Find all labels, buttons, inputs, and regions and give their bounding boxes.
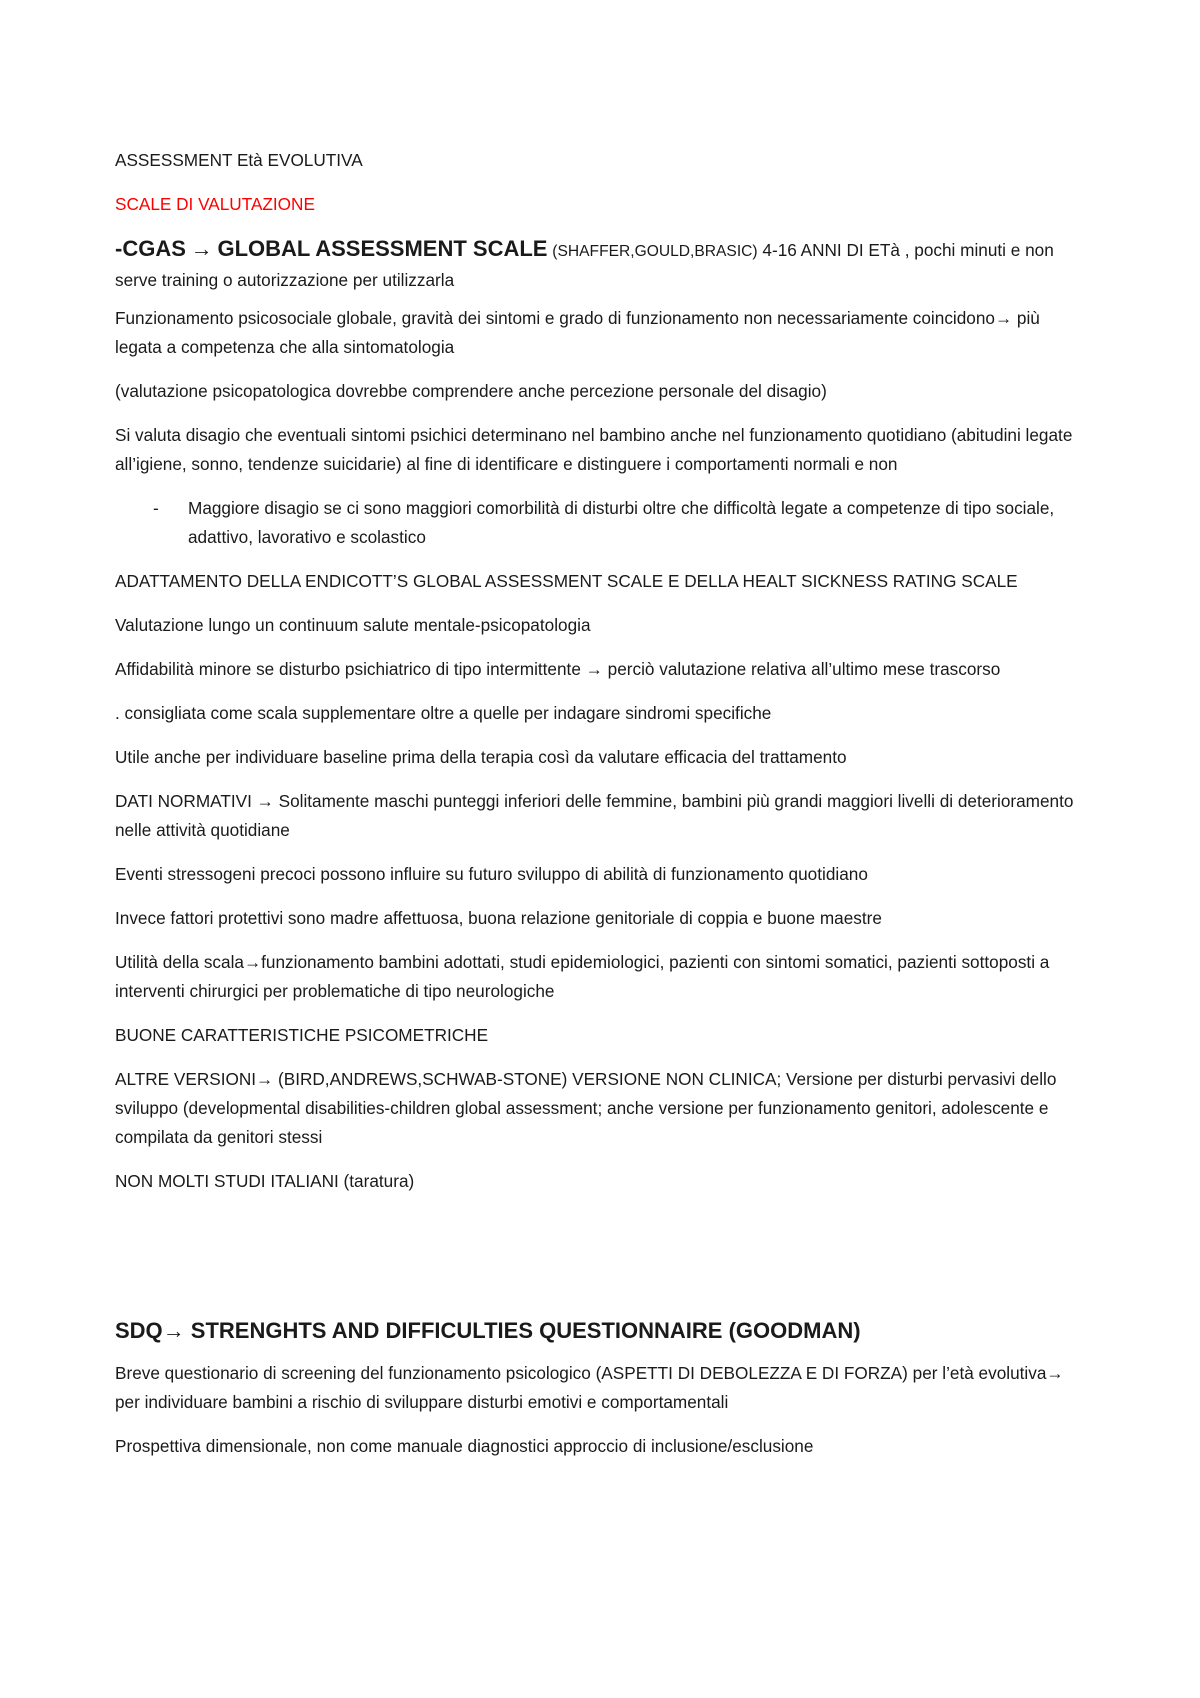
paragraph-utilita xyxy=(115,948,1090,1006)
text-run: più legata a competenza che alla sintomatologia xyxy=(115,308,1040,357)
paragraph-disagio: Si valuta disagio che eventuali sintomi psichici determinano nel bambino anche nel funzionamento quotidiano (abitudini legate all’igiene, sonno, tendenze suicidarie) al fine di identificare e distinguere i comportamenti normali e non xyxy=(115,425,1073,474)
bullet-item xyxy=(115,494,1090,552)
arrow-icon: → xyxy=(243,952,262,972)
sdq-lead: SDQ xyxy=(115,1318,163,1343)
cgas-rest-line2: e non serve training o autorizzazione per utilizzarla xyxy=(115,240,1054,290)
arrow-icon: → xyxy=(585,659,603,679)
text-run: Utilità della scala xyxy=(115,952,244,972)
paragraph-valutazione: (valutazione psicopatologica dovrebbe comprendere anche percezione personale del disagio) xyxy=(115,381,827,401)
arrow-icon: → xyxy=(190,236,213,261)
section-label: SCALE DI VALUTAZIONE xyxy=(115,194,315,214)
document-title: ASSESSMENT Età EVOLUTIVA xyxy=(115,150,363,170)
paragraph-funzionamento xyxy=(115,304,1090,362)
cgas-rest-line1: 4-16 ANNI DI ETà , pochi minuti xyxy=(762,240,1006,260)
paragraph-buone: BUONE CARATTERISTICHE PSICOMETRICHE xyxy=(115,1025,489,1045)
text-run: ALTRE VERSIONI xyxy=(115,1069,257,1089)
paragraph-breve xyxy=(115,1359,1090,1417)
paragraph-dati-normativi xyxy=(115,787,1090,845)
paragraph-non-molti: NON MOLTI STUDI ITALIANI (taratura) xyxy=(115,1171,415,1191)
text-run: Funzionamento psicosociale globale, gravità dei sintomi e grado di funzionamento non necessariamente coincidono xyxy=(115,308,995,328)
text-run: Breve questionario di screening del funzionamento psicologico (ASPETTI DI DEBOLEZZA E DI FORZA) per l’età evolutiva xyxy=(115,1363,1047,1383)
paragraph-eventi: Eventi stressogeni precoci possono influire su futuro sviluppo di abilità di funzionamento quotidiano xyxy=(115,864,868,884)
paragraph-utile: Utile anche per individuare baseline prima della terapia così da valutare efficacia del trattamento xyxy=(115,747,847,767)
paragraph-consigliata: . consigliata come scala supplementare oltre a quelle per indagare sindromi specifiche xyxy=(115,703,772,723)
paragraph-invece: Invece fattori protettivi sono madre affettuosa, buona relazione genitoriale di coppia e buone maestre xyxy=(115,908,882,928)
text-run: per individuare bambini a rischio di sviluppare disturbi emotivi e comportamentali xyxy=(115,1392,729,1412)
paragraph-prospettiva: Prospettiva dimensionale, non come manuale diagnostici approccio di inclusione/esclusione xyxy=(115,1436,814,1456)
cgas-heading-paragraph xyxy=(115,234,1090,295)
section-spacer xyxy=(115,1211,1090,1314)
paragraph-continuum: Valutazione lungo un continuum salute mentale-psicopatologia xyxy=(115,615,591,635)
text-run: Affidabilità minore se disturbo psichiatrico di tipo intermittente xyxy=(115,659,586,679)
cgas-name: GLOBAL ASSESSMENT SCALE xyxy=(217,236,548,261)
cgas-lead: -CGAS xyxy=(115,236,186,261)
bullet-text: Maggiore disagio se ci sono maggiori comorbilità di disturbi oltre che difficoltà legate a competenze di tipo sociale, adattivo, lavorativo e scolastico xyxy=(188,498,1055,547)
arrow-icon: → xyxy=(162,1318,185,1343)
text-run: perciò valutazione relativa all’ultimo mese trascorso xyxy=(602,659,1001,679)
arrow-icon: → xyxy=(256,1069,274,1089)
text-run: (BIRD,ANDREWS,SCHWAB-STONE) VERSIONE NON CLINICA; Versione per disturbi pervasivi dello sviluppo (developmental disabilities-children global assessment; anche versione per funzionamento genitori, adolescente e compilata da genitori stessi xyxy=(115,1069,1057,1147)
sdq-heading xyxy=(115,1314,1090,1348)
sdq-name: STRENGHTS AND DIFFICULTIES QUESTIONNAIRE (GOODMAN) xyxy=(184,1318,861,1343)
paragraph-altre-versioni xyxy=(115,1065,1090,1152)
paragraph-adattamento: ADATTAMENTO DELLA ENDICOTT’S GLOBAL ASSESSMENT SCALE E DELLA HEALT SICKNESS RATING SCALE xyxy=(115,571,1018,591)
text-run: DATI NORMATIVI xyxy=(115,791,257,811)
arrow-icon: → xyxy=(1046,1363,1064,1383)
arrow-icon: → xyxy=(256,791,274,811)
bullet-marker: - xyxy=(153,498,159,518)
arrow-icon: → xyxy=(994,308,1013,328)
text-run: Solitamente maschi punteggi inferiori delle femmine, bambini più grandi maggiori livelli di deterioramento nelle attività quotidiane xyxy=(115,791,1074,840)
paragraph-affidabilita xyxy=(115,655,1090,684)
text-run: funzionamento bambini adottati, studi epidemiologici, pazienti con sintomi somatici, pazienti sottoposti a interventi chirurgici per problematiche di tipo neurologiche xyxy=(115,952,1050,1001)
cgas-authors: (SHAFFER,GOULD,BRASIC) xyxy=(552,243,758,260)
